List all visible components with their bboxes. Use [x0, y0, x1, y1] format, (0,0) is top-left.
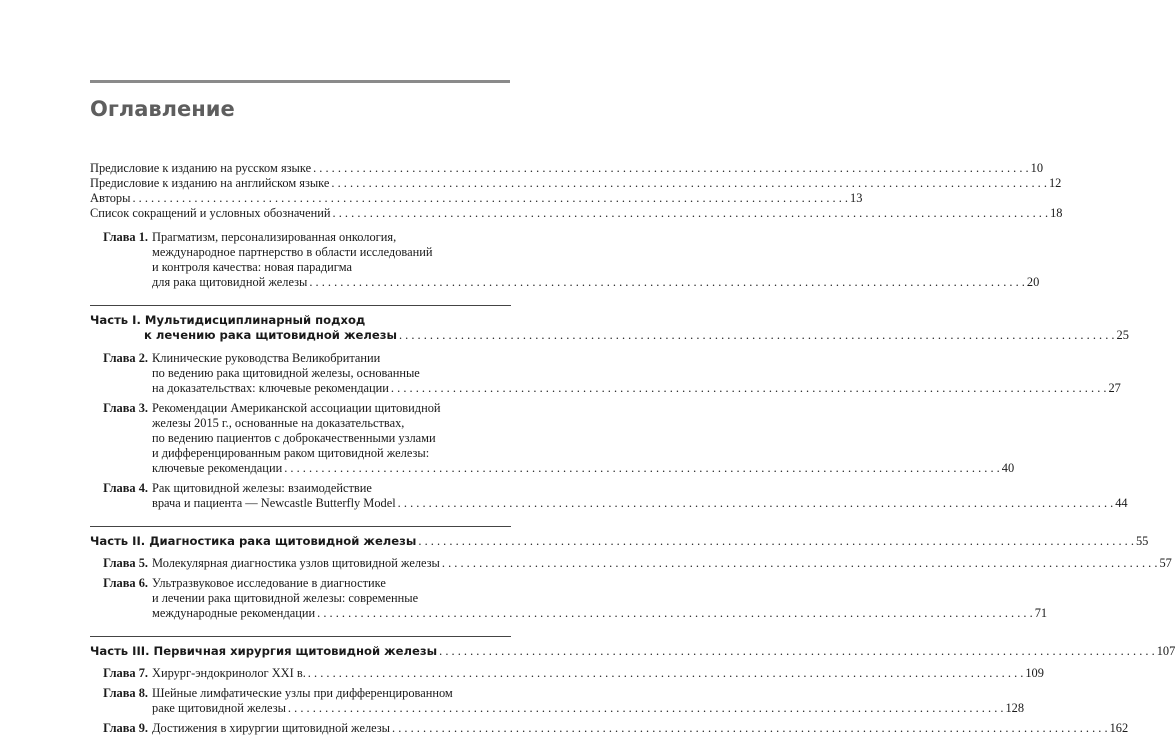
entry-line: железы 2015 г., основанные на доказательствах,: [152, 416, 405, 430]
leader-dots: [398, 496, 1114, 511]
toc-part-3[interactable]: [90, 636, 1175, 659]
entry-line: Шейные лимфатические узлы при дифференцированном: [152, 686, 453, 700]
entry-title: Авторы: [90, 191, 131, 205]
toc-entry-preface-en[interactable]: [90, 176, 1062, 191]
toc-part-2[interactable]: [90, 526, 1149, 549]
toc-entry-chapter-8[interactable]: [90, 686, 1025, 716]
page-number: 25: [1116, 328, 1129, 342]
leader-dots: [439, 644, 1155, 659]
entry-line: по ведению рака щитовидной железы, основанные: [152, 366, 420, 380]
chapter-label: Глава 5.: [103, 556, 148, 570]
entry-line: и контроля качества: новая парадигма: [152, 260, 352, 274]
toc-part-1[interactable]: [90, 305, 1129, 343]
entry-title: Предисловие к изданию на английском языке: [90, 176, 330, 190]
chapter-label: Глава 8.: [103, 686, 148, 700]
toc-entry-chapter-7[interactable]: [90, 666, 1044, 681]
leader-dots: [399, 328, 1115, 343]
leader-dots: [284, 461, 1000, 476]
entry-line: по ведению пациентов с доброкачественными узлами: [152, 431, 436, 445]
leader-dots: [331, 176, 1047, 191]
chapter-label: Глава 4.: [103, 481, 148, 495]
leader-dots: [317, 606, 1033, 621]
toc-entry-abbreviations[interactable]: [90, 206, 1063, 221]
entry-line: международное партнерство в области исследований: [152, 245, 433, 259]
toc-entry-chapter-3[interactable]: [90, 401, 1015, 476]
page-number: 12: [1048, 176, 1062, 190]
chapter-label: Глава 6.: [103, 576, 148, 590]
page-number: 44: [1115, 496, 1128, 510]
page-number: 10: [1030, 161, 1044, 175]
page-title: Оглавление: [90, 97, 235, 121]
entry-line: Рекомендации Американской ассоциации щитовидной: [152, 401, 441, 415]
leader-dots: [442, 556, 1158, 571]
entry-line: Ультразвуковое исследование в диагностике: [152, 576, 386, 590]
entry-title: международные рекомендации: [152, 606, 316, 620]
leader-dots: [309, 275, 1025, 290]
entry-title: для рака щитовидной железы: [152, 275, 308, 289]
leader-dots: [308, 666, 1024, 681]
part-heading: Часть II. Диагностика рака щитовидной железы: [90, 534, 417, 548]
chapter-label: Глава 2.: [103, 351, 148, 365]
page-number: 71: [1034, 606, 1048, 620]
part-heading: Часть III. Первичная хирургия щитовидной железы: [90, 644, 438, 658]
page-number: 57: [1159, 556, 1172, 570]
leader-dots: [288, 701, 1004, 716]
entry-line: и дифференцированным раком щитовидной железы:: [152, 446, 430, 460]
toc-entry-chapter-1[interactable]: [90, 230, 1040, 290]
page-number: 27: [1108, 381, 1121, 395]
entry-title: врача и пациента — Newcastle Butterfly Model: [152, 496, 396, 510]
page-number: 13: [850, 191, 863, 205]
leader-dots: [391, 381, 1107, 396]
page-number: 40: [1001, 461, 1015, 475]
toc-entry-chapter-4[interactable]: [90, 481, 1128, 511]
entry-title: раке щитовидной железы: [152, 701, 286, 715]
toc-entry-chapter-2[interactable]: [90, 351, 1121, 396]
page-number: 109: [1025, 666, 1044, 680]
entry-title: Предисловие к изданию на русском языке: [90, 161, 312, 175]
part-heading: Часть I. Мультидисциплинарный подход: [90, 313, 366, 327]
entry-line: и лечении рака щитовидной железы: современные: [152, 591, 419, 605]
entry-title: на доказательствах: ключевые рекомендации: [152, 381, 389, 395]
chapter-label: Глава 1.: [103, 230, 148, 244]
entry-title: Хирург-эндокринолог XXI в.: [152, 666, 306, 680]
page-number: 18: [1050, 206, 1063, 220]
toc-entry-preface-ru[interactable]: [90, 161, 1044, 176]
leader-dots: [313, 161, 1029, 176]
page-number: 55: [1135, 534, 1149, 548]
entry-line: Прагматизм, персонализированная онкология,: [152, 230, 397, 244]
leader-dots: [333, 206, 1049, 221]
page-number: 107: [1156, 644, 1175, 658]
leader-dots: [392, 721, 1108, 736]
entry-line: Клинические руководства Великобритании: [152, 351, 381, 365]
header-rule: [90, 80, 510, 83]
entry-title: Список сокращений и условных обозначений: [90, 206, 331, 220]
toc-entry-chapter-5[interactable]: [90, 556, 1172, 571]
chapter-label: Глава 3.: [103, 401, 148, 415]
chapter-label: Глава 9.: [103, 721, 148, 735]
chapter-label: Глава 7.: [103, 666, 148, 680]
page-number: 128: [1005, 701, 1025, 715]
toc-entry-chapter-9[interactable]: [90, 721, 1129, 736]
toc-entry-authors[interactable]: [90, 191, 863, 206]
entry-title: Молекулярная диагностика узлов щитовидной железы: [152, 556, 440, 570]
page-number: 20: [1026, 275, 1040, 289]
part-heading-cont: к лечению рака щитовидной железы: [144, 328, 397, 342]
toc-entry-chapter-6[interactable]: [90, 576, 1048, 621]
entry-line: Рак щитовидной железы: взаимодействие: [152, 481, 372, 495]
page-number: 162: [1109, 721, 1129, 735]
entry-title: ключевые рекомендации: [152, 461, 283, 475]
table-of-contents: [90, 161, 1175, 736]
entry-title: Достижения в хирургии щитовидной железы: [152, 721, 391, 735]
leader-dots: [418, 534, 1134, 549]
leader-dots: [132, 191, 848, 206]
